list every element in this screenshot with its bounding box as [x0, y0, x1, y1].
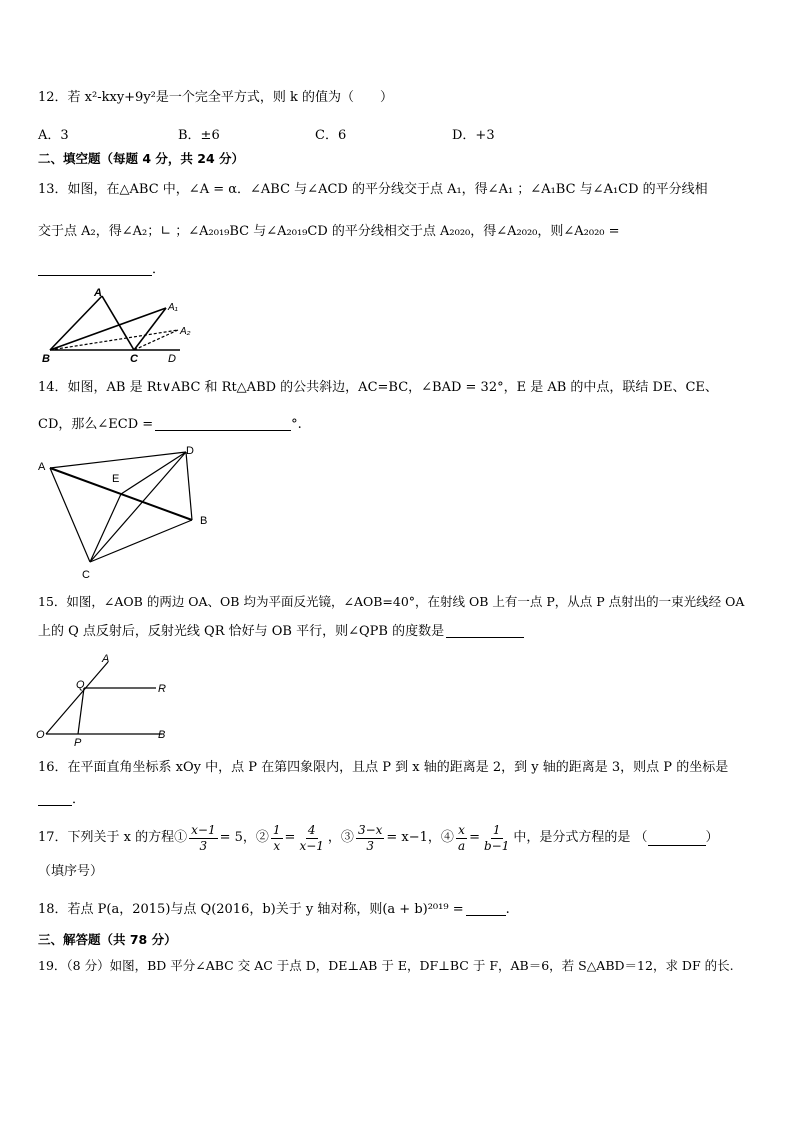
q17-pre: 17．下列关于 x 的方程① — [38, 830, 188, 845]
q15-figure — [34, 650, 184, 746]
q19-stem: 19．（8 分）如图，BD 平分∠ABC 交 AC 于点 D，DE⊥AB 于 E，DF⊥BC 于 F，AB＝6，若 S△ABD＝12，求 DF 的长. — [38, 958, 734, 973]
q14-line2-pre: CD，那么∠ECD = — [38, 417, 154, 432]
q18-end: . — [505, 902, 510, 917]
q15-answer-blank[interactable] — [446, 623, 524, 638]
q12-option-b: B．±6 — [178, 128, 220, 143]
q14-label-b: B — [200, 515, 208, 527]
q15-label-q: Q — [76, 679, 85, 691]
q13-end: ． — [152, 262, 166, 277]
q13-line1: 13．如图，在△ABC 中，∠A = α．∠ABC 与∠ACD 的平分线交于点 A₁，得∠A₁ ；∠A₁BC 与∠A₁CD 的平分线相 — [38, 182, 708, 197]
q15-label-b: B — [158, 729, 166, 741]
q15-line1: 15．如图，∠AOB 的两边 OA、OB 均为平面反光镜，∠AOB=40°，在射线 OB 上有一点 P，从点 P 点射出的一束光线经 OA — [38, 594, 745, 609]
q17-t1: = 5，② — [219, 830, 269, 845]
q13-figure — [38, 286, 198, 366]
q17-t4: = x−1，④ — [386, 830, 454, 845]
q13-label-a: A — [94, 287, 102, 299]
q16-answer-line — [38, 790, 758, 810]
q17-frac1: $\frac{x-1}{3}$ — [191, 822, 216, 853]
section-fill-in-heading: 二、填空题（每题 4 分，共 24 分） — [38, 151, 245, 166]
q15-label-r: R — [158, 683, 166, 695]
q18-answer-blank[interactable] — [466, 901, 506, 916]
q16-answer-blank[interactable] — [38, 791, 72, 806]
q17-frac5: $\frac{x}{a}$ — [457, 822, 466, 853]
q13-label-a1: A₁ — [168, 302, 178, 313]
q14-line1: 14．如图，AB 是 Rt∨ABC 和 Rt△ABD 的公共斜边，AC=BC，∠BAD = 32°，E 是 AB 的中点，联结 DE、CE、 — [38, 380, 718, 395]
q12-option-d: D．+3 — [452, 128, 495, 143]
q17-answer-blank[interactable] — [648, 831, 706, 846]
q13-label-b: B — [42, 353, 50, 365]
q14-label-c: C — [82, 569, 90, 581]
q17-line — [38, 818, 758, 858]
q18-text: 18．若点 P(a，2015)与点 Q(2016，b)关于 y 轴对称，则(a + b)²⁰¹⁹ = — [38, 902, 464, 917]
q14-answer-blank[interactable] — [155, 416, 291, 431]
q15-label-a: A — [102, 653, 110, 665]
q13-answer-blank[interactable] — [38, 261, 152, 276]
q13-label-c: C — [130, 353, 138, 365]
q17-frac4: $\frac{3-x}{3}$ — [357, 822, 383, 853]
q15-label-o: O — [36, 729, 45, 741]
q17-note: （填序号） — [38, 864, 104, 879]
q15-line2-pre: 上的 Q 点反射后，反射光线 QR 恰好与 OB 平行，则∠QPB 的度数是 — [38, 624, 445, 639]
q16-line1: 16．在平面直角坐标系 xOy 中，点 P 在第四象限内，且点 P 到 x 轴的距离是 2，到 y 轴的距离是 3，则点 P 的坐标是 — [38, 760, 729, 775]
q13-label-a2: A₂ — [180, 326, 191, 337]
q17-t2: = — [284, 830, 296, 845]
q17-t3: ，③ — [327, 830, 354, 845]
q13-line2: 交于点 A₂，得∠A₂；∟ ；∠A₂₀₁₉BC 与∠A₂₀₁₉CD 的平分线相交于点 A₂₀₂₀，得∠A₂₀₂₀，则∠A₂₀₂₀ = — [38, 224, 620, 239]
q16-end: ． — [72, 792, 86, 807]
q14-line2-post: °. — [291, 417, 302, 432]
q14-line2 — [38, 415, 758, 435]
q14-figure — [34, 440, 214, 582]
q17-frac3: $\frac{4}{x-1}$ — [299, 822, 324, 853]
q14-label-a: A — [38, 461, 46, 473]
q17-t5: = — [469, 830, 480, 845]
q12-stem: 12．若 x²-kxy+9y²是一个完全平方式，则 k 的值为（ ） — [38, 90, 394, 105]
q14-label-d: D — [186, 445, 194, 457]
q12-option-c: C．6 — [315, 128, 347, 143]
section-solve-heading: 三、解答题（共 78 分） — [38, 932, 177, 947]
q13-answer-line — [38, 260, 758, 280]
q18-line — [38, 900, 758, 920]
q15-line2 — [38, 622, 758, 642]
q13-label-d: D — [168, 353, 176, 365]
q17-t6: 中，是分式方程的是 （ — [513, 830, 648, 845]
q14-label-e: E — [112, 473, 120, 485]
q17-frac2: $\frac{1}{x}$ — [272, 822, 281, 853]
q12-option-a: A．3 — [38, 128, 69, 143]
q17-t7: ） — [705, 830, 719, 845]
q17-frac6: $\frac{1}{b-1}$ — [484, 822, 510, 853]
q15-label-p: P — [74, 737, 82, 746]
